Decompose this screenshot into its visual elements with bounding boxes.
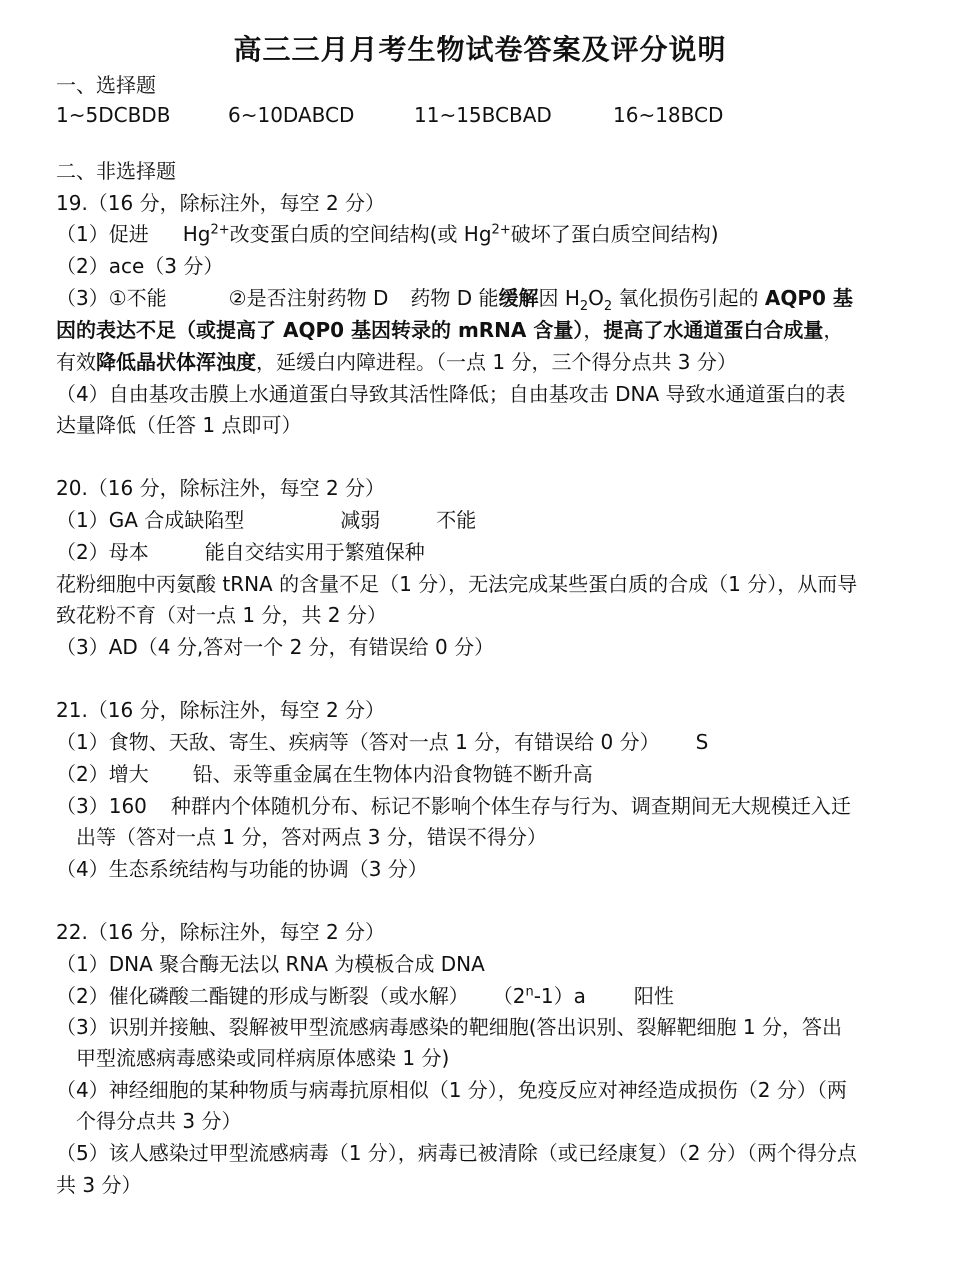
q19-p3-a: （3）①不能 [56, 286, 167, 310]
q21-p1-b: S [695, 730, 709, 754]
q21-p2-a: （2）增大 [56, 762, 149, 786]
q22-p2-a: （2）催化磷酸二酯键的形成与断裂（或水解） [56, 984, 469, 1008]
q20-p2-a: （2）母本 [56, 540, 149, 564]
q19-p3-c-bold: 缓解 [498, 286, 539, 310]
q19-p3-c: 药物 D 能 [410, 286, 499, 310]
q22-p2-sup: n [525, 984, 534, 1000]
q22-header: 22.（16 分，除标注外，每空 2 分） [56, 920, 386, 944]
q21-part2 [56, 761, 916, 787]
q19-p1-text-a: （1）促进 [56, 222, 149, 246]
q19-p3-l2-comma2: ， [823, 318, 844, 342]
q21-p1-a: （1）食物、天敌、寄生、疾病等（答对一点 1 分，有错误给 0 分） [56, 730, 660, 754]
q19-p1-hg: Hg [182, 222, 211, 246]
q22-part4-line2: 个得分点共 3 分） [76, 1109, 242, 1133]
q21-part4: （4）生态系统结构与功能的协调（3 分） [56, 857, 428, 881]
choice-answers-1-5: 1~5DCBDB [56, 103, 171, 127]
q20-p1-b: 减弱 [340, 508, 381, 532]
q19-p3-l2-comma1: ， [583, 318, 604, 342]
q19-p3-l2-bold1: 因的表达不足（或提高了 AQP0 基因转录的 mRNA 含量） [56, 318, 584, 342]
q22-part4-line1: （4）神经细胞的某种物质与病毒抗原相似（1 分），免疫反应对神经造成损伤（2 分）（两 [56, 1078, 847, 1102]
q19-p3-d: 因 H [538, 286, 580, 310]
q22-part5-line2: 共 3 分） [56, 1173, 142, 1197]
q20-part2-line2: 花粉细胞中丙氨酸 tRNA 的含量不足（1 分），无法完成某些蛋白质的合成（1 分），从而导 [56, 572, 858, 596]
q21-p2-b: 铅、汞等重金属在生物体内沿食物链不断升高 [192, 762, 593, 786]
q19-p3-e: 氧化损伤引起的 [612, 286, 765, 310]
q19-part4-line1: （4）自由基攻击膜上水通道蛋白导致其活性降低；自由基攻击 DNA 导致水通道蛋白的表 [56, 382, 846, 406]
choice-answers-row [56, 102, 916, 128]
q19-part2: （2）ace（3 分） [56, 254, 224, 278]
q19-p3-b: ②是否注射药物 D [228, 286, 389, 310]
q19-part3-line2 [56, 317, 916, 343]
q19-p1-text-c: 改变蛋白质的空间结构(或 Hg [229, 222, 492, 246]
q19-p1-sup1: 2+ [210, 222, 230, 238]
q19-p1-sup2: 2+ [491, 222, 511, 238]
q22-part5-line1: （5）该人感染过甲型流感病毒（1 分），病毒已被清除（或已经康复）（2 分）（两个得分点 [56, 1141, 857, 1165]
q19-p3-l3-a: 有效 [56, 350, 96, 374]
q22-part3-line1: （3）识别并接触、裂解被甲型流感病毒感染的靶细胞(答出识别、裂解靶细胞 1 分，答出 [56, 1015, 842, 1039]
q20-part1 [56, 507, 916, 533]
q22-p2-b: （2 [492, 984, 526, 1008]
q19-p3-l3-b: ，延缓白内障进程。（一点 1 分，三个得分点共 3 分） [256, 350, 737, 374]
q19-part3-line1 [56, 285, 916, 314]
choice-answers-6-10: 6~10DABCD [228, 103, 355, 127]
q20-p1-c: 不能 [436, 508, 477, 532]
q21-part3-line1 [56, 793, 916, 819]
q19-p3-d-mid: O [588, 286, 604, 310]
q21-part3-line2: 出等（答对一点 1 分，答对两点 3 分，错误不得分） [76, 825, 547, 849]
q22-part1: （1）DNA 聚合酶无法以 RNA 为模板合成 DNA [56, 952, 485, 976]
q22-part2 [56, 983, 916, 1009]
q21-p3-a: （3）160 [56, 794, 147, 818]
q19-p3-e-bold: AQP0 基 [764, 286, 853, 310]
choice-answers-11-15: 11~15BCBAD [414, 103, 552, 127]
q20-part3: （3）AD（4 分,答对一个 2 分，有错误给 0 分） [56, 635, 495, 659]
q19-part3-line3 [56, 349, 916, 375]
q22-p2-c: -1）a [533, 984, 586, 1008]
q22-part3-line2: 甲型流感病毒感染或同样病原体感染 1 分) [76, 1046, 450, 1070]
q19-p3-sub1: 2 [579, 299, 589, 314]
choice-answers-16-18: 16~18BCD [613, 103, 724, 127]
section-heading-choice: 一、选择题 [56, 73, 156, 97]
q20-header: 20.（16 分，除标注外，每空 2 分） [56, 476, 386, 500]
q20-part2-line3: 致花粉不育（对一点 1 分，共 2 分） [56, 603, 387, 627]
q22-p2-d: 阳性 [633, 984, 674, 1008]
q19-part1 [56, 221, 916, 247]
section-heading-nonchoice: 二、非选择题 [56, 159, 176, 183]
q20-p1-a: （1）GA 合成缺陷型 [56, 508, 245, 532]
q20-part2-line1 [56, 539, 916, 565]
q19-p3-l3-bold: 降低晶状体浑浊度 [96, 350, 256, 374]
q19-p1-text-d: 破坏了蛋白质空间结构) [510, 222, 719, 246]
q19-part4-line2: 达量降低（任答 1 点即可） [56, 413, 302, 437]
q21-p3-b: 种群内个体随机分布、标记不影响个体生存与行为、调查期间无大规模迁入迁 [170, 794, 851, 818]
q19-p3-sub2: 2 [603, 299, 613, 314]
q21-part1 [56, 729, 916, 755]
q21-header: 21.（16 分，除标注外，每空 2 分） [56, 698, 386, 722]
q19-p3-l2-bold2: 提高了水通道蛋白合成量 [603, 318, 824, 342]
q20-p2-b: 能自交结实用于繁殖保种 [204, 540, 425, 564]
page-title: 高三三月月考生物试卷答案及评分说明 [233, 33, 727, 66]
q19-header: 19.（16 分，除标注外，每空 2 分） [56, 191, 386, 215]
